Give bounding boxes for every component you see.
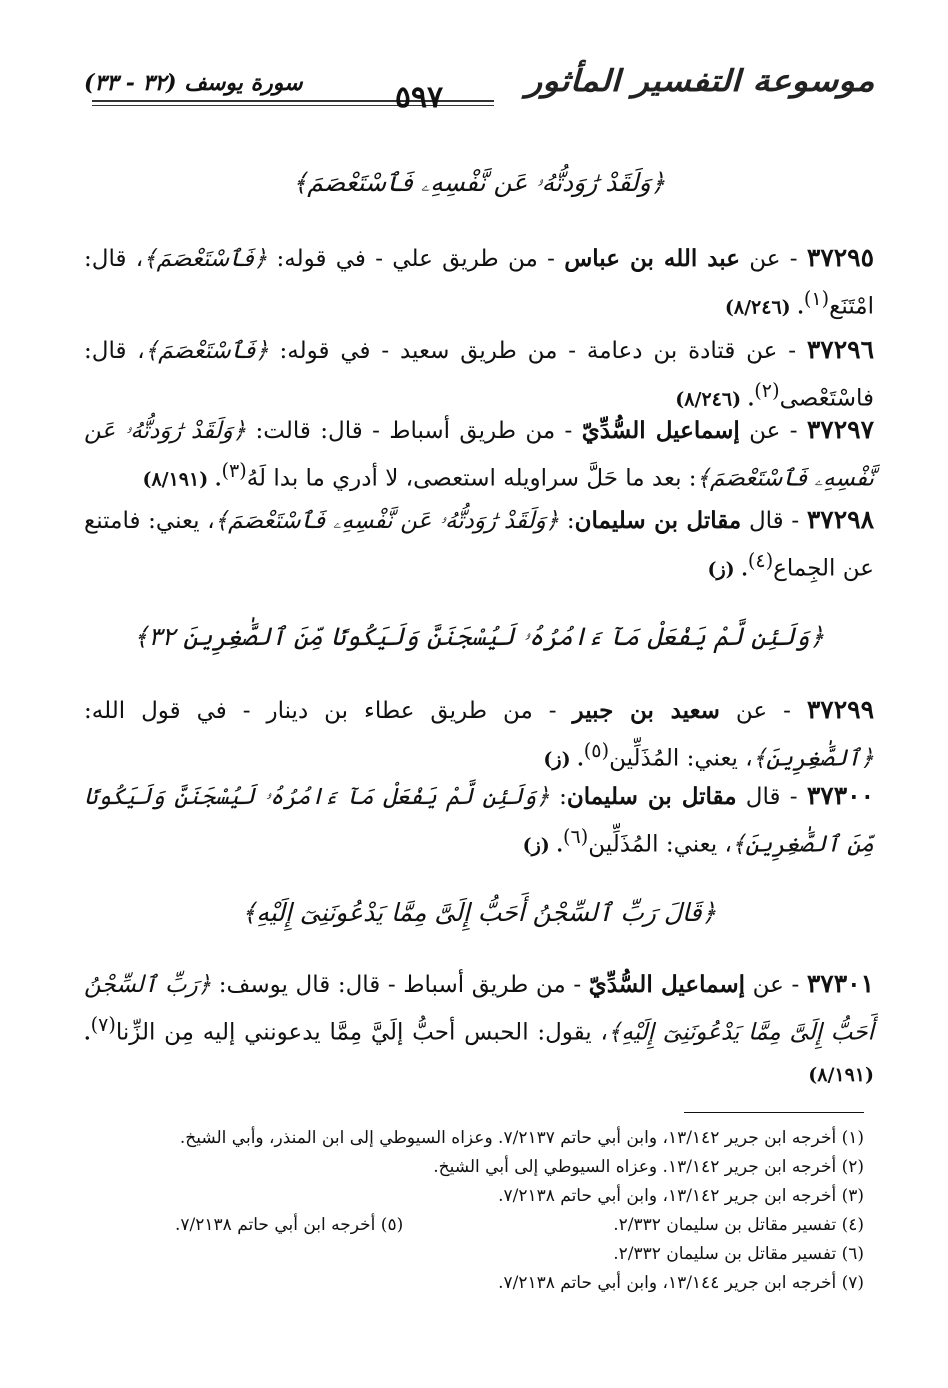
quran-quote: ﴿فَٱسْتَعْصَمَ﴾ [144, 338, 269, 364]
entry-number: ٣٧٢٩٦ [806, 335, 874, 364]
verse-heading: ﴿وَلَقَدْ رَٰوَدتُّهُۥ عَن نَّفْسِهِۦ فَٱسْتَعْصَمَ﴾ [292, 168, 666, 197]
entry-text: ، قال: فاسْتَعْصى [84, 338, 874, 412]
footnotes [74, 1124, 864, 1298]
quran-quote: ﴿رَبِّ ٱلسِّجْنُ أَحَبُّ إِلَىَّ مِمَّا يَدْعُونَنِىٓ إِلَيْهِ﴾ [84, 972, 874, 1046]
entry-text: - قال [741, 508, 807, 534]
narration-entry [84, 500, 874, 590]
footnote: (٢) أخرجه ابن جرير ١٣/١٤٢. وعزاه السيوطي إلى أبي الشيخ. [433, 1157, 864, 1177]
entry-text: ، يعني: فامتنع عن الجِماع [84, 508, 874, 582]
narrator-name: سعيد بن جبير [572, 697, 720, 724]
quran-quote: ﴿وَلَئِن لَّمْ يَفْعَلْ مَآ ءَامُرُهُۥ لَيُسْجَنَنَّ وَلَيَكُونًا مِّنَ ٱلصَّٰغِرِينَ﴾ [84, 784, 874, 858]
narrator-name: مقاتل بن سليمان [574, 507, 742, 534]
entry-text: - عن [739, 246, 807, 272]
footnote-separator [684, 1112, 864, 1113]
narration-entry [84, 410, 874, 500]
volume-reference: . (٨/٢٤٦) [724, 296, 804, 319]
entry-text: - قال [736, 784, 807, 810]
volume-reference: . (ز) [522, 834, 564, 857]
entry-text: - عن قتادة بن دعامة - من طريق سعيد - في قوله: [268, 338, 807, 364]
entry-text: - عن [745, 972, 807, 998]
narrator-name: عبد الله بن عباس [564, 245, 740, 272]
quran-quote: ﴿وَلَقَدْ رَٰوَدتُّهُۥ عَن نَّفْسِهِۦ فَٱسْتَعْصَمَ﴾ [214, 508, 560, 534]
narration-entry [84, 330, 874, 420]
footnote: (٦) تفسير مقاتل بن سليمان ٢/٣٣٢. [613, 1244, 864, 1264]
entry-number: ٣٧٣٠٠ [806, 781, 875, 810]
volume-reference: . (ز) [707, 558, 748, 581]
footnote-marker: (٤) [747, 549, 774, 572]
footnote: (٥) أخرجه ابن أبي حاتم ٧/٢١٣٨. [175, 1215, 404, 1235]
verse-heading: ﴿قَالَ رَبِّ ٱلسِّجْنُ أَحَبُّ إِلَىَّ مِمَّا يَدْعُونَنِىٓ إِلَيْهِ﴾ [241, 898, 717, 927]
entry-text: - عن [719, 698, 807, 724]
footnote-marker: (٥) [583, 739, 610, 762]
narration-entry [84, 776, 874, 866]
footnote-marker: (٢) [754, 379, 780, 402]
verse-heading: ﴿وَلَئِن لَّمْ يَفْعَلْ مَآ ءَامُرُهُۥ لَيُسْجَنَنَّ وَلَيَكُونًا مِّنَ ٱلصَّٰغِرِينَ ٣٢﴾ [133, 622, 825, 651]
footnote-marker: (٧) [90, 1013, 116, 1036]
entry-text: - من طريق عطاء بن دينار - في قول الله: [84, 698, 573, 724]
entry-text: ، يعني: المُذَلِّين [609, 745, 753, 772]
entry-number: ٣٧٣٠١ [806, 969, 875, 998]
narrator-name: إسماعيل السُّدِّيّ [581, 417, 740, 444]
footnote: (٧) أخرجه ابن جرير ١٣/١٤٤، وابن أبي حاتم ٧/٢١٣٨. [498, 1273, 864, 1293]
entry-text: - من طريق أسباط - قال: قالت: [246, 418, 582, 444]
running-header [84, 62, 874, 132]
entry-text: : بعد ما حَلَّ سراويله استعصى، لا أدري ما بدا لَهُ [246, 465, 697, 492]
entry-text: - من طريق أسباط - قال: قال يوسف: [211, 972, 589, 998]
entry-text: ، قال: امْتَنَع [84, 246, 874, 320]
entry-text: - عن [739, 418, 807, 444]
footnote-row [74, 1211, 864, 1240]
header-rule-left [92, 100, 352, 102]
footnote-marker: (١) [803, 287, 830, 310]
footnote: (٣) أخرجه ابن جرير ١٣/١٤٢، وابن أبي حاتم ٧/٢١٣٨. [498, 1186, 864, 1206]
series-title: موسوعة التفسير المأثور [525, 64, 874, 99]
entry-text: : [549, 784, 567, 810]
page-number: ٥٩٧ [394, 80, 444, 115]
quran-quote: ﴿ٱلصَّٰغِرِينَ﴾ [752, 745, 874, 772]
narration-entry [84, 690, 874, 780]
entry-number: ٣٧٢٩٨ [806, 505, 875, 534]
narration-entry [84, 238, 874, 328]
entry-number: ٣٧٢٩٩ [806, 695, 875, 724]
entry-text: ، يقول: الحبس أحبُّ إلَيَّ مِمَّا يدعونني إليه مِن الزِّنا [115, 1019, 608, 1046]
narration-entry [84, 964, 874, 1095]
entry-text: : [559, 508, 575, 534]
volume-reference: . (٨/١٩١) [84, 1022, 874, 1086]
entry-text: - من طريق علي - في قوله: [267, 246, 565, 272]
quran-quote: ﴿وَلَقَدْ رَٰوَدتُّهُۥ عَن نَّفْسِهِۦ فَٱسْتَعْصَمَ﴾ [84, 418, 874, 492]
narrator-name: إسماعيل السُّدِّيّ [588, 971, 746, 998]
quran-quote: ﴿فَٱسْتَعْصَمَ﴾ [143, 246, 268, 272]
entry-number: ٣٧٢٩٥ [806, 243, 875, 272]
footnote-marker: (٦) [563, 825, 589, 848]
footnote: (١) أخرجه ابن جرير ١٣/١٤٢، وابن أبي حاتم ٧/٢١٣٧. وعزاه السيوطي إلى ابن المنذر، وأبي الشيخ. [179, 1128, 864, 1148]
narrator-name: مقاتل بن سليمان [566, 783, 737, 810]
surah-label: سورة يوسف (٣٢ - ٣٣) [84, 70, 303, 96]
entry-text: ، يعني: المُذَلِّين [588, 831, 732, 858]
volume-reference: . (ز) [543, 748, 584, 771]
entry-number: ٣٧٢٩٧ [806, 415, 874, 444]
footnote-marker: (٣) [221, 459, 247, 482]
footnote: (٤) تفسير مقاتل بن سليمان ٢/٣٣٢. [613, 1215, 864, 1235]
volume-reference: . (٨/١٩١) [142, 468, 222, 491]
volume-reference: . (٨/٢٤٦) [675, 388, 755, 411]
